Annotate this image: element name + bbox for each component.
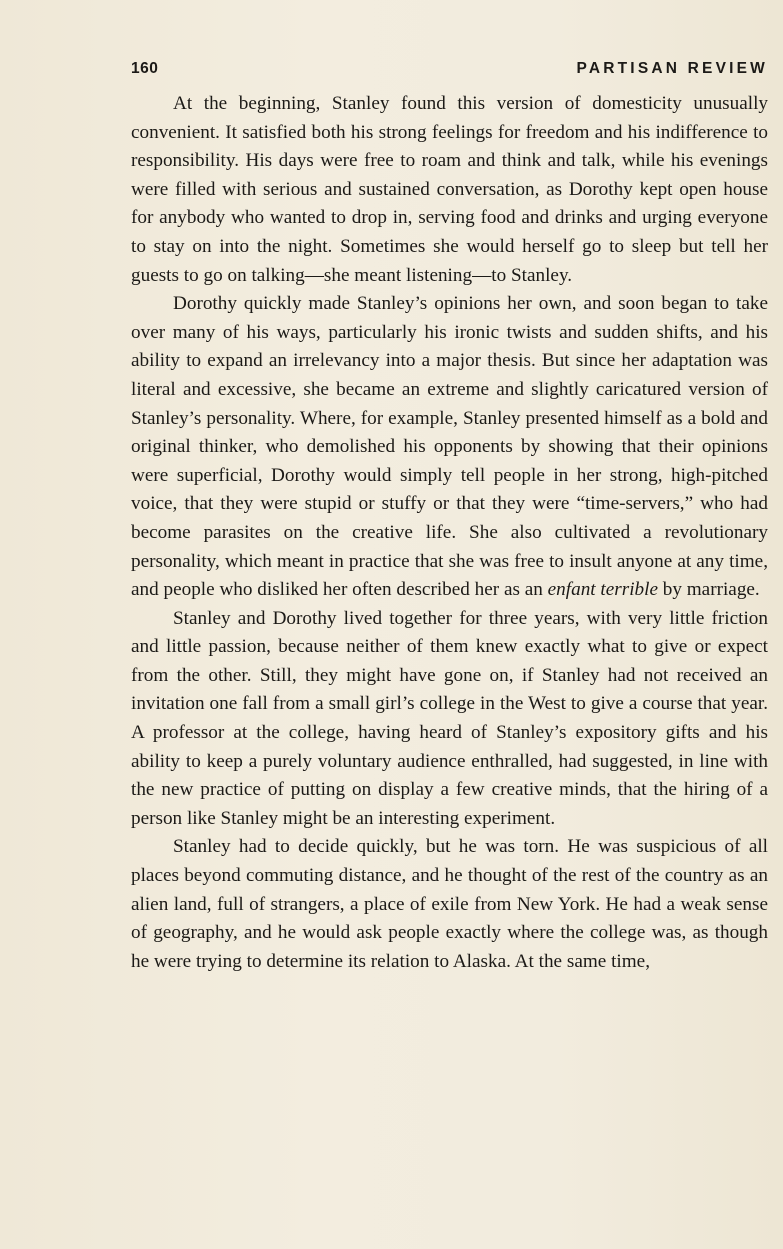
running-head: PARTISAN REVIEW — [576, 60, 768, 77]
paragraph-text: by marriage. — [657, 579, 760, 601]
paragraph: Stanley had to decide quickly, but he was torn. He was suspicious of all places beyond commuting distance, and he thought of the rest of the country as an alien land, full of strangers, a place of exile from New York. He had a weak sense of geography, and he would ask people exactly where the college was, as though he were trying to determine its relation to Alaska. At the same time, — [131, 836, 768, 972]
paragraph — [131, 290, 768, 605]
paragraph-text: Dorothy quickly made Stanley’s opinions her own, and soon began to take over many of his ways, particularly his ironic twists and sudden shifts, and his ability to expand an irrelevancy into a major thesis. But since her adaptation was literal and excessive, she became an extreme and slightly caricatured version of Stanley’s personality. Where, for example, Stanley presented himself as a bold and original thinker, who demolished his opponents by showing that their opinions were superficial, Dorothy would simply tell people in her strong, high-pitched voice, that they were stupid or stuffy or that they were “time-servers,” who had become parasites on the creative life. She also cultivated a revolutionary personality, which meant in practice that she was free to insult anyone at any time, and people who disliked her often described her as an — [131, 293, 768, 601]
italic-phrase: enfant terrible — [547, 579, 658, 601]
paragraph: At the beginning, Stanley found this version of domesticity unusually convenient. It satisfied both his strong feelings for freedom and his indifference to responsibility. His days were free to roam and think and talk, while his evenings were filled with serious and sustained conversation, as Dorothy kept open house for anybody who wanted to drop in, serving food and drinks and urging everyone to stay on into the night. Sometimes she would herself go to sleep but tell her guests to go on talking—she meant listening—to Stanley. — [131, 93, 768, 286]
page-number: 160 — [131, 60, 159, 77]
paragraph: Stanley and Dorothy lived together for three years, with very little friction and little passion, because neither of them knew exactly what to give or expect from the other. Still, they might have gone on, if Stanley had not received an invitation one fall from a small girl’s college in the West to give a course that year. A professor at the college, having heard of Stanley’s expository gifts and his ability to keep a purely voluntary audience enthralled, had suggested, in line with the new practice of putting on display a few creative minds, that the hiring of a person like Stanley might be an interesting experiment. — [131, 607, 768, 829]
page-header — [131, 60, 768, 84]
body-text — [131, 90, 768, 976]
